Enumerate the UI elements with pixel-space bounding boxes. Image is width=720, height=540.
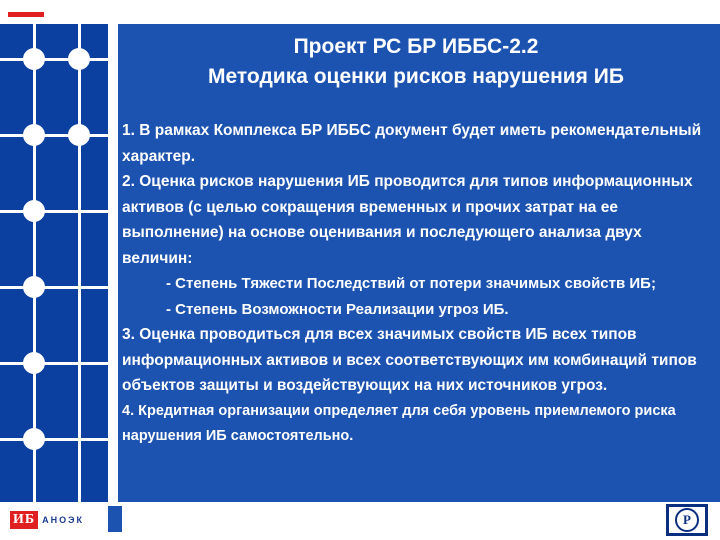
slide-body [122, 118, 710, 450]
body-paragraph-4: 4. Кредитная организации определяет для себя уровень приемлемого риска нарушения ИБ самостоятельно. [122, 402, 676, 444]
vertical-line-2 [78, 24, 81, 502]
red-accent-mark [8, 12, 44, 17]
body-bullet-1: - Степень Тяжести Последствий от потери значимых свойств ИБ; [166, 275, 656, 292]
top-white-strip [0, 0, 720, 24]
horizontal-line-1 [0, 58, 108, 61]
horizontal-line-4 [0, 286, 108, 289]
footer-logo-mark: ИБ [10, 511, 38, 529]
decorative-circle [23, 276, 45, 298]
footer-blue-bar [108, 506, 122, 532]
title-line-1: Проект РС БР ИББС-2.2 [293, 35, 539, 58]
body-paragraph-3: 3. Оценка проводиться для всех значимых свойств ИБ всех типов информационных активов и всех соответствующих им комбинаций типов объектов защиты и воздействующих на них источников угроз. [122, 326, 697, 394]
footer-right-logo [666, 504, 708, 536]
title-line-2: Методика оценки рисков нарушения ИБ [208, 65, 624, 88]
decorative-circle [23, 48, 45, 70]
footer-logo [10, 508, 106, 532]
decorative-circle [23, 352, 45, 374]
decorative-circle [68, 124, 90, 146]
decorative-circle [23, 428, 45, 450]
left-white-gutter [108, 24, 118, 502]
footer-logo-text: АНОЭК [42, 515, 85, 525]
horizontal-line-2 [0, 134, 108, 137]
horizontal-line-3 [0, 210, 108, 213]
body-paragraph-2: 2. Оценка рисков нарушения ИБ проводится для типов информационных активов (с целью сокращения временных и прочих затрат на ее выполнение) на основе оценивания и последующего анализа двух величин: [122, 173, 693, 267]
left-column-fill [0, 24, 108, 502]
decorative-circle [68, 48, 90, 70]
body-bullet-2: - Степень Возможности Реализации угроз ИБ. [166, 300, 509, 318]
decorative-circle [23, 200, 45, 222]
left-decorative-column [0, 24, 118, 502]
horizontal-line-5 [0, 362, 108, 365]
slide-title [120, 32, 712, 92]
horizontal-line-6 [0, 438, 108, 441]
body-paragraph-1: 1. В рамках Комплекса БР ИББС документ будет иметь рекомендательный характер. [122, 122, 702, 165]
decorative-circle [23, 124, 45, 146]
registered-circle-icon: Р [675, 508, 699, 532]
